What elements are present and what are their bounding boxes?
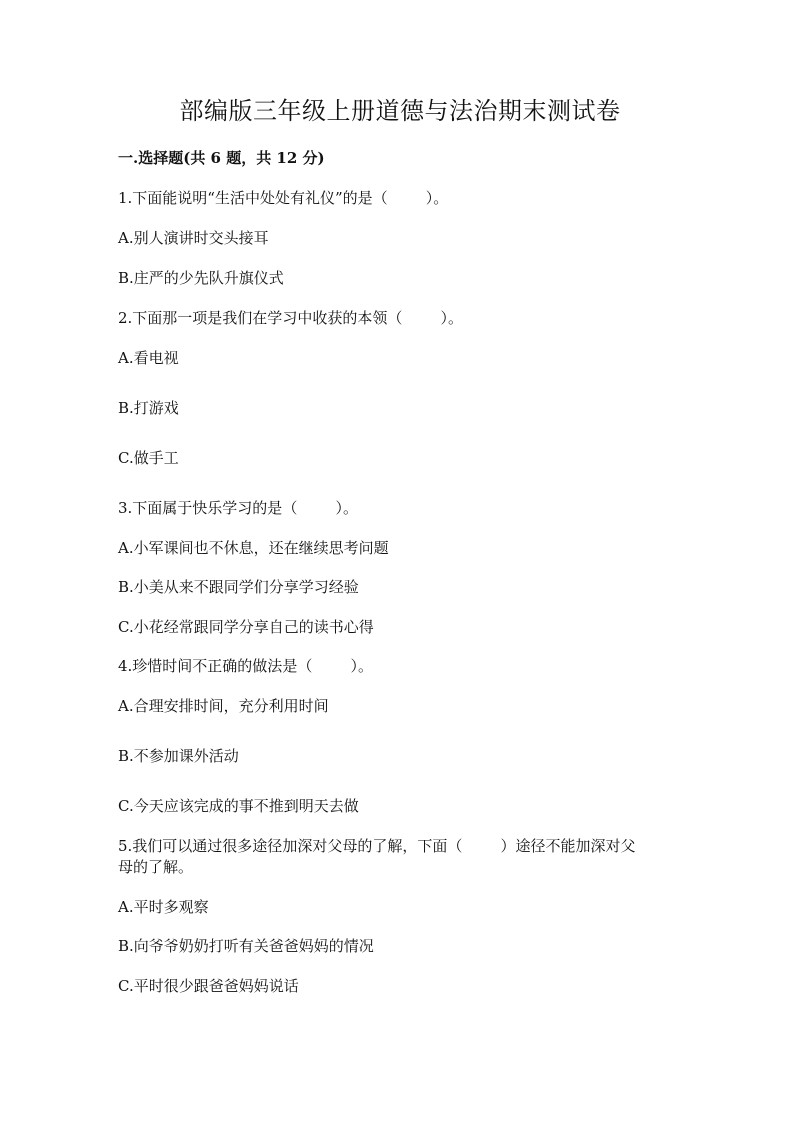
question-2-option-c: C.做手工 <box>118 449 179 467</box>
question-2-stem: 2.下面那一项是我们在学习中收获的本领（ ）。 <box>118 309 463 327</box>
question-5-option-a: A.平时多观察 <box>118 898 209 916</box>
question-3-option-b: B.小美从来不跟同学们分享学习经验 <box>118 578 359 596</box>
question-5-stem-line-2: 母的了解。 <box>118 858 194 876</box>
question-3-option-c: C.小花经常跟同学分享自己的读书心得 <box>118 618 374 636</box>
question-3-stem: 3.下面属于快乐学习的是（ ）。 <box>118 499 358 517</box>
question-2-option-b: B.打游戏 <box>118 399 179 417</box>
question-5-stem-line-1: 5.我们可以通过很多途径加深对父母的了解，下面（ ）途径不能加深对父 <box>118 837 636 855</box>
question-1-option-b: B.庄严的少先队升旗仪式 <box>118 269 284 287</box>
question-5-option-b: B.向爷爷奶奶打听有关爸爸妈妈的情况 <box>118 937 374 955</box>
question-4-option-c: C.今天应该完成的事不推到明天去做 <box>118 797 359 815</box>
question-4-stem: 4.珍惜时间不正确的做法是（ ）。 <box>118 657 373 675</box>
question-1-stem: 1.下面能说明“生活中处处有礼仪”的是（ ）。 <box>118 189 449 207</box>
question-2-option-a: A.看电视 <box>118 349 179 367</box>
question-1-option-a: A.别人演讲时交头接耳 <box>118 229 269 247</box>
question-4-option-a: A.合理安排时间，充分利用时间 <box>118 697 329 715</box>
exam-title: 部编版三年级上册道德与法治期末测试卷 <box>179 97 621 125</box>
question-5-option-c: C.平时很少跟爸爸妈妈说话 <box>118 977 299 995</box>
question-4-option-b: B.不参加课外活动 <box>118 747 239 765</box>
question-3-option-a: A.小军课间也不休息，还在继续思考问题 <box>118 539 389 557</box>
section-heading: 一.选择题(共 6 题，共 12 分) <box>118 149 325 167</box>
